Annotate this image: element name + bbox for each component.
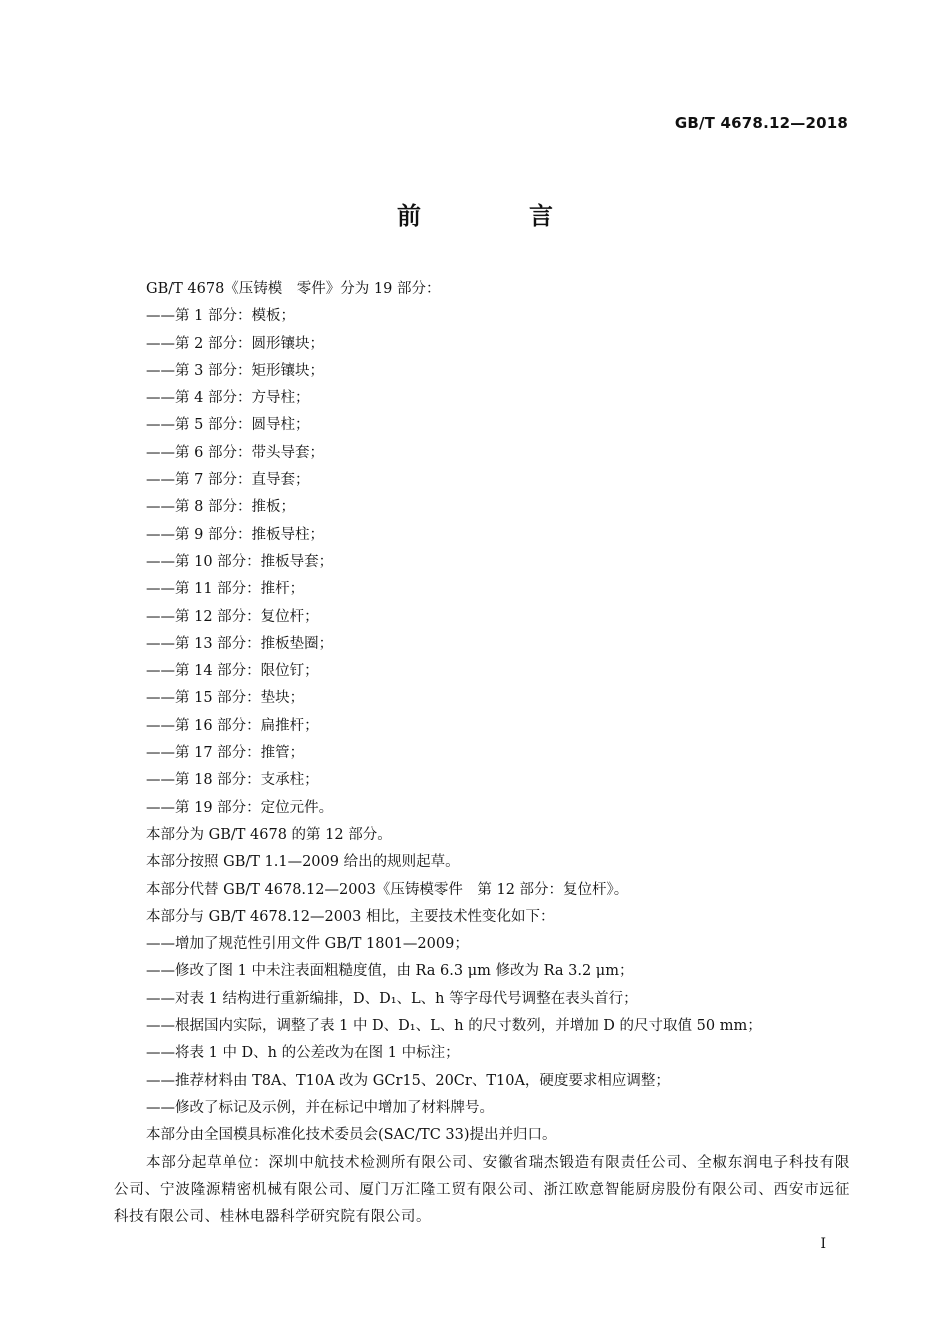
part-item-10: ——第 10 部分：推板导套； [146,553,334,570]
part-item-7: ——第 7 部分：直导套； [146,472,310,489]
part-item-16: ——第 16 部分：扁推杆； [146,717,319,734]
part-item-19: ——第 19 部分：定位元件。 [146,799,334,816]
part-item-14: ——第 14 部分：限位钉； [146,663,319,680]
part-item-5: ——第 5 部分：圆导柱； [146,417,310,434]
part-item-13: ——第 13 部分：推板垫圈； [146,635,334,652]
change-item-5: ——将表 1 中 D、h 的公差改为在图 1 中标注； [146,1045,460,1062]
intro-line: GB/T 4678《压铸模 零件》分为 19 部分： [146,281,441,297]
part-item-4: ——第 4 部分：方导柱； [146,390,310,407]
statement-changes-intro: 本部分与 GB/T 4678.12—2003 相比，主要技术性变化如下： [146,908,555,925]
drafting-units-paragraph: 本部分起草单位：深圳中航技术检测所有限公司、安徽省瑞杰锻造有限责任公司、全椒东润电子科技有限公司、宁波隆源精密机械有限公司、厦门万汇隆工贸有限公司、浙江欧意智能厨房股份有限公司、西安市远征科技有限公司、桂林电器科学研究院有限公司。 [114,1154,850,1226]
proposer-statement: 本部分由全国模具标准化技术委员会(SAC/TC 33)提出并归口。 [146,1127,557,1144]
change-item-3: ——对表 1 结构进行重新编排，D、D₁、L、h 等字母代号调整在表头首行； [146,990,638,1007]
part-item-8: ——第 8 部分：推板； [146,499,295,516]
statement-drafting-rules: 本部分按照 GB/T 1.1—2009 给出的规则起草。 [146,854,460,871]
page-number: I [820,1236,826,1252]
part-item-9: ——第 9 部分：推板导柱； [146,526,324,543]
change-item-2: ——修改了图 1 中未注表面粗糙度值，由 Ra 6.3 μm 修改为 Ra 3.2 μm； [146,963,634,980]
change-item-1: ——增加了规范性引用文件 GB/T 1801—2009； [146,936,469,953]
part-item-6: ——第 6 部分：带头导套； [146,444,324,461]
change-item-6: ——推荐材料由 T8A、T10A 改为 GCr15、20Cr、T10A，硬度要求相应调整； [146,1072,670,1089]
part-item-18: ——第 18 部分：支承柱； [146,772,319,789]
statement-part-number: 本部分为 GB/T 4678 的第 12 部分。 [146,826,392,843]
statement-replaces: 本部分代替 GB/T 4678.12—2003《压铸模零件 第 12 部分：复位杆》。 [146,881,629,898]
change-item-7: ——修改了标记及示例，并在标记中增加了材料牌号。 [146,1099,494,1116]
document-code: GB/T 4678.12—2018 [674,114,848,132]
part-item-15: ——第 15 部分：垫块； [146,690,305,707]
change-item-4: ——根据国内实际，调整了表 1 中 D、D₁、L、h 的尺寸数列，并增加 D 的尺寸取值 50 mm； [146,1018,762,1035]
part-item-2: ——第 2 部分：圆形镶块； [146,335,324,352]
page-title: 前 言 [397,201,595,230]
part-item-11: ——第 11 部分：推杆； [146,581,305,598]
part-item-1: ——第 1 部分：模板； [146,308,295,325]
foreword-body [114,276,850,1231]
part-item-17: ——第 17 部分：推管； [146,745,305,762]
part-item-12: ——第 12 部分：复位杆； [146,608,319,625]
part-item-3: ——第 3 部分：矩形镶块； [146,362,324,379]
